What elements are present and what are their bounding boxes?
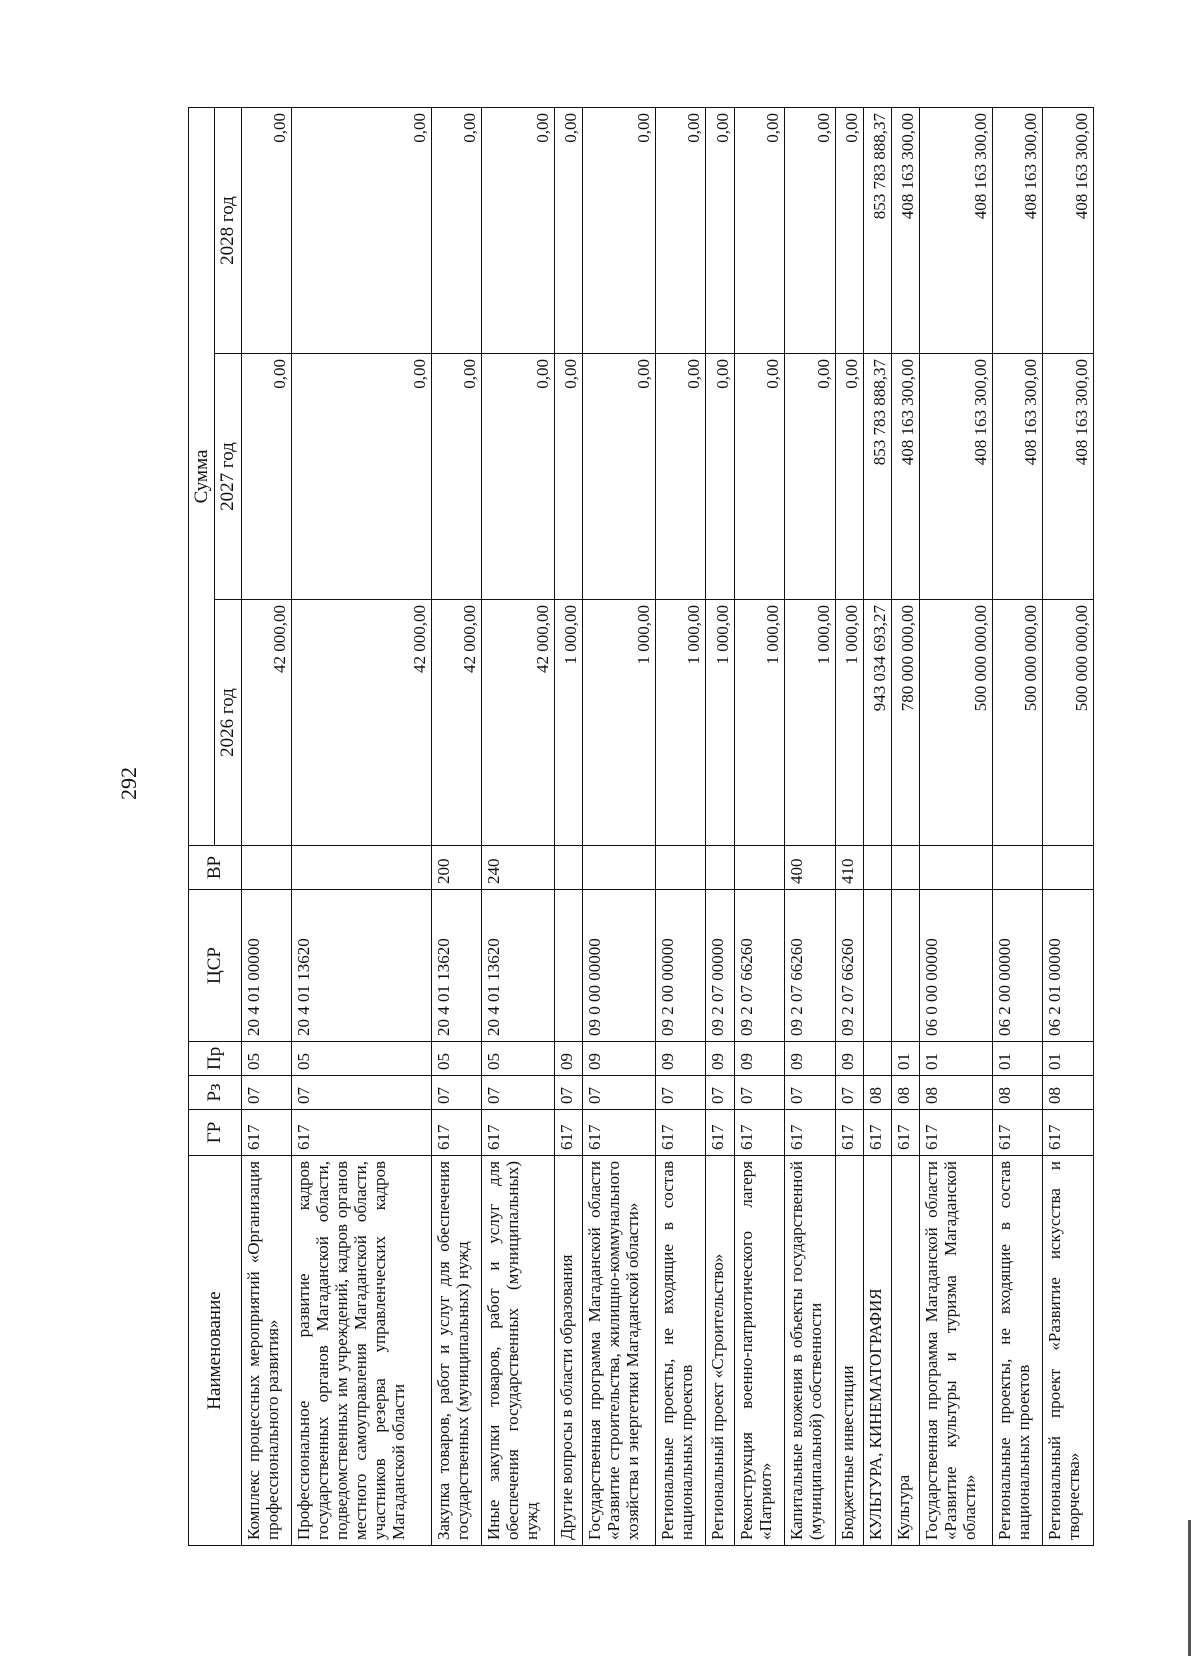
cell-csr: 20 4 01 00000 — [241, 890, 291, 1042]
cell-2026: 943 034 693,27 — [863, 600, 891, 846]
cell-pr: 05 — [241, 1042, 291, 1076]
page-number: 292 — [116, 767, 141, 800]
cell-csr: 09 2 07 66260 — [785, 890, 835, 1042]
cell-vr — [583, 846, 656, 890]
cell-gr: 617 — [583, 1110, 656, 1156]
cell-2027: 0,00 — [583, 354, 656, 600]
cell-2028: 0,00 — [583, 107, 656, 353]
table-row — [992, 107, 1042, 1545]
header-year-2026: 2026 год — [215, 600, 241, 846]
cell-gr: 617 — [656, 1110, 706, 1156]
cell-2026: 1 000,00 — [656, 600, 706, 846]
cell-pr — [863, 1042, 891, 1076]
cell-gr: 617 — [1043, 1110, 1094, 1156]
cell-vr: 410 — [835, 846, 863, 890]
cell-name: Государственная программа Магаданской области «Развитие строительства, жилищно-коммунального хозяйства и энергетики Магаданской области» — [583, 1156, 656, 1546]
cell-gr: 617 — [292, 1110, 432, 1156]
cell-pr: 05 — [482, 1042, 555, 1076]
cell-2027: 0,00 — [734, 354, 784, 600]
cell-2028: 0,00 — [785, 107, 835, 353]
cell-csr — [863, 890, 891, 1042]
cell-pr: 09 — [583, 1042, 656, 1076]
cell-pr: 05 — [292, 1042, 432, 1076]
scan-edge-mark — [1188, 1520, 1191, 1656]
cell-2027: 408 163 300,00 — [891, 354, 919, 600]
cell-rz: 07 — [785, 1076, 835, 1110]
cell-rz: 08 — [920, 1076, 993, 1110]
cell-2026: 1 000,00 — [785, 600, 835, 846]
table-row — [656, 107, 706, 1545]
header-sum: Сумма — [189, 107, 215, 845]
header-csr: ЦСР — [189, 890, 242, 1042]
cell-2028: 408 163 300,00 — [891, 107, 919, 353]
cell-rz: 07 — [431, 1076, 481, 1110]
table-row — [863, 107, 891, 1545]
cell-name: Другие вопросы в области образования — [555, 1156, 583, 1546]
cell-gr: 617 — [992, 1110, 1042, 1156]
cell-gr: 617 — [891, 1110, 919, 1156]
cell-csr: 09 2 07 66260 — [835, 890, 863, 1042]
cell-2026: 780 000 000,00 — [891, 600, 919, 846]
cell-rz: 07 — [555, 1076, 583, 1110]
cell-vr — [891, 846, 919, 890]
cell-gr: 617 — [835, 1110, 863, 1156]
table-row — [292, 107, 432, 1545]
cell-name: Бюджетные инвестиции — [835, 1156, 863, 1546]
cell-pr: 09 — [656, 1042, 706, 1076]
cell-2028: 853 783 888,37 — [863, 107, 891, 353]
cell-name: Региональные проекты, не входящие в состав национальных проектов — [992, 1156, 1042, 1546]
cell-2027: 0,00 — [785, 354, 835, 600]
cell-rz: 08 — [992, 1076, 1042, 1110]
cell-2027: 0,00 — [706, 354, 734, 600]
cell-csr: 06 2 00 00000 — [992, 890, 1042, 1042]
cell-gr: 617 — [431, 1110, 481, 1156]
cell-pr: 01 — [992, 1042, 1042, 1076]
cell-vr — [734, 846, 784, 890]
cell-2026: 42 000,00 — [292, 600, 432, 846]
cell-name: Региональный проект «Строительство» — [706, 1156, 734, 1546]
cell-2027: 408 163 300,00 — [920, 354, 993, 600]
cell-rz: 07 — [482, 1076, 555, 1110]
cell-2028: 408 163 300,00 — [992, 107, 1042, 353]
cell-2028: 0,00 — [706, 107, 734, 353]
header-name: Наименование — [189, 1156, 242, 1546]
cell-2027: 0,00 — [431, 354, 481, 600]
cell-gr: 617 — [706, 1110, 734, 1156]
cell-rz: 07 — [656, 1076, 706, 1110]
cell-2027: 0,00 — [292, 354, 432, 600]
budget-table — [188, 107, 1094, 1546]
cell-2026: 42 000,00 — [482, 600, 555, 846]
cell-2026: 500 000 000,00 — [920, 600, 993, 846]
cell-2027: 0,00 — [482, 354, 555, 600]
table-row — [734, 107, 784, 1545]
cell-csr: 09 2 07 00000 — [706, 890, 734, 1042]
cell-name: Региональные проекты, не входящие в состав национальных проектов — [656, 1156, 706, 1546]
header-row — [189, 107, 215, 1545]
table-row — [555, 107, 583, 1545]
cell-rz: 07 — [734, 1076, 784, 1110]
cell-vr — [1043, 846, 1094, 890]
table-row — [920, 107, 993, 1545]
cell-name: Профессиональное развитие кадров государственных органов Магаданской области, подведомственных им учреждений, кадров органов местного самоуправления Магаданской области, участников резерва управленческих кадров Магаданской области — [292, 1156, 432, 1546]
table-row — [431, 107, 481, 1545]
header-rz: Рз — [189, 1076, 242, 1110]
cell-csr: 20 4 01 13620 — [431, 890, 481, 1042]
header-vr: ВР — [189, 846, 242, 890]
cell-rz: 07 — [583, 1076, 656, 1110]
table-row — [706, 107, 734, 1545]
cell-2028: 408 163 300,00 — [920, 107, 993, 353]
cell-csr: 09 0 00 00000 — [583, 890, 656, 1042]
cell-2028: 0,00 — [734, 107, 784, 353]
cell-2026: 500 000 000,00 — [1043, 600, 1094, 846]
cell-2026: 42 000,00 — [431, 600, 481, 846]
cell-rz: 07 — [241, 1076, 291, 1110]
header-gr: ГР — [189, 1110, 242, 1156]
cell-name: Комплекс процессных мероприятий «Организация профессионального развития» — [241, 1156, 291, 1546]
cell-2027: 0,00 — [835, 354, 863, 600]
cell-csr: 20 4 01 13620 — [482, 890, 555, 1042]
cell-pr: 09 — [835, 1042, 863, 1076]
cell-vr: 200 — [431, 846, 481, 890]
cell-vr — [920, 846, 993, 890]
cell-pr: 05 — [431, 1042, 481, 1076]
cell-vr — [656, 846, 706, 890]
cell-2026: 500 000 000,00 — [992, 600, 1042, 846]
table-row — [583, 107, 656, 1545]
cell-name: Государственная программа Магаданской области «Развитие культуры и туризма Магаданской области» — [920, 1156, 993, 1546]
cell-gr: 617 — [555, 1110, 583, 1156]
cell-pr: 01 — [1043, 1042, 1094, 1076]
cell-2027: 0,00 — [656, 354, 706, 600]
header-pr: Пр — [189, 1042, 242, 1076]
cell-pr: 09 — [734, 1042, 784, 1076]
cell-vr — [555, 846, 583, 890]
cell-2027: 0,00 — [241, 354, 291, 600]
cell-gr: 617 — [241, 1110, 291, 1156]
cell-2028: 0,00 — [431, 107, 481, 353]
cell-gr: 617 — [734, 1110, 784, 1156]
cell-name: Капитальные вложения в объекты государственной (муниципальной) собственности — [785, 1156, 835, 1546]
cell-csr: 06 0 00 00000 — [920, 890, 993, 1042]
cell-rz: 07 — [706, 1076, 734, 1110]
cell-csr — [555, 890, 583, 1042]
cell-2028: 0,00 — [656, 107, 706, 353]
cell-vr: 240 — [482, 846, 555, 890]
cell-gr: 617 — [785, 1110, 835, 1156]
cell-rz: 07 — [292, 1076, 432, 1110]
cell-2028: 0,00 — [292, 107, 432, 353]
cell-name: Закупка товаров, работ и услуг для обеспечения государственных (муниципальных) нужд — [431, 1156, 481, 1546]
cell-vr — [992, 846, 1042, 890]
cell-rz: 08 — [863, 1076, 891, 1110]
cell-pr: 09 — [555, 1042, 583, 1076]
cell-pr: 01 — [920, 1042, 993, 1076]
cell-2027: 0,00 — [555, 354, 583, 600]
cell-csr: 09 2 00 00000 — [656, 890, 706, 1042]
cell-name: КУЛЬТУРА, КИНЕМАТОГРАФИЯ — [863, 1156, 891, 1546]
cell-vr — [241, 846, 291, 890]
cell-2026: 1 000,00 — [835, 600, 863, 846]
cell-gr: 617 — [863, 1110, 891, 1156]
table-row — [1043, 107, 1094, 1545]
cell-pr: 01 — [891, 1042, 919, 1076]
cell-rz: 07 — [835, 1076, 863, 1110]
cell-csr: 06 2 01 00000 — [1043, 890, 1094, 1042]
cell-pr: 09 — [785, 1042, 835, 1076]
cell-name: Культура — [891, 1156, 919, 1546]
cell-2026: 1 000,00 — [555, 600, 583, 846]
table-row — [785, 107, 835, 1545]
table-row — [241, 107, 291, 1545]
cell-2026: 1 000,00 — [734, 600, 784, 846]
cell-name: Реконструкция военно-патриотического лагеря «Патриот» — [734, 1156, 784, 1546]
cell-2026: 1 000,00 — [583, 600, 656, 846]
cell-vr — [292, 846, 432, 890]
header-year-2027: 2027 год — [215, 354, 241, 600]
cell-2028: 0,00 — [555, 107, 583, 353]
cell-2028: 0,00 — [241, 107, 291, 353]
cell-vr — [706, 846, 734, 890]
cell-pr: 09 — [706, 1042, 734, 1076]
cell-csr: 20 4 01 13620 — [292, 890, 432, 1042]
cell-vr — [863, 846, 891, 890]
cell-rz: 08 — [1043, 1076, 1094, 1110]
cell-rz: 08 — [891, 1076, 919, 1110]
cell-2026: 42 000,00 — [241, 600, 291, 846]
cell-gr: 617 — [920, 1110, 993, 1156]
cell-2028: 0,00 — [482, 107, 555, 353]
cell-2028: 0,00 — [835, 107, 863, 353]
table-row — [482, 107, 555, 1545]
cell-name: Иные закупки товаров, работ и услуг для обеспечения государственных (муниципальных) нужд — [482, 1156, 555, 1546]
cell-2028: 408 163 300,00 — [1043, 107, 1094, 353]
table-row — [891, 107, 919, 1545]
cell-csr — [891, 890, 919, 1042]
cell-name: Региональный проект «Развитие искусства и творчества» — [1043, 1156, 1094, 1546]
cell-2027: 408 163 300,00 — [992, 354, 1042, 600]
header-year-2028: 2028 год — [215, 107, 241, 353]
cell-2027: 853 783 888,37 — [863, 354, 891, 600]
table-row — [835, 107, 863, 1545]
cell-2027: 408 163 300,00 — [1043, 354, 1094, 600]
cell-vr: 400 — [785, 846, 835, 890]
cell-csr: 09 2 07 66260 — [734, 890, 784, 1042]
cell-2026: 1 000,00 — [706, 600, 734, 846]
rotated-table-container — [188, 108, 1094, 1546]
cell-gr: 617 — [482, 1110, 555, 1156]
